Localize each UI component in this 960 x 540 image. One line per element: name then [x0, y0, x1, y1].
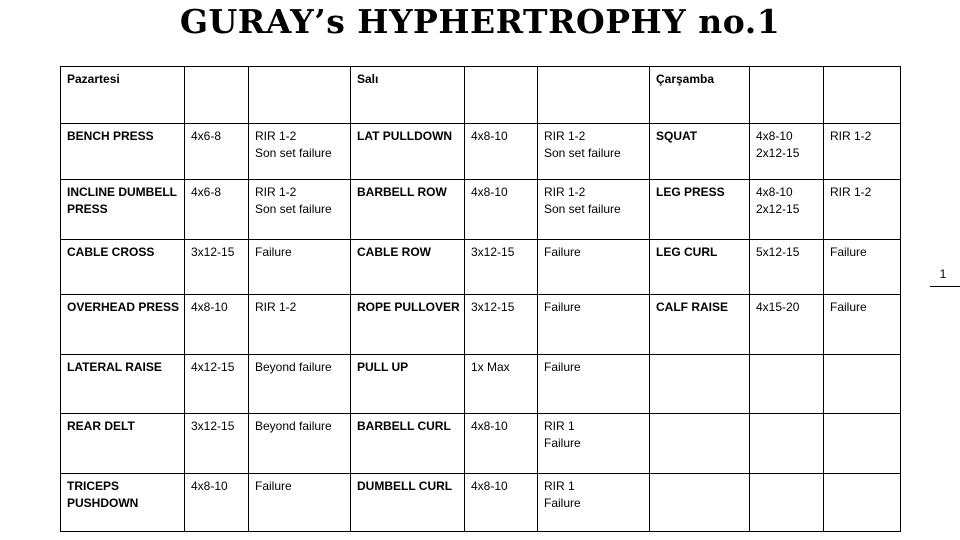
cell-text-line: PRESS — [67, 202, 108, 216]
day-header: Çarşamba — [650, 67, 750, 124]
sets-reps-cell — [750, 474, 824, 532]
table-row — [61, 295, 901, 355]
cell-text-line: 3x12-15 — [191, 419, 235, 433]
cell-text-line: 4x8-10 — [471, 419, 508, 433]
exercise-cell — [650, 240, 750, 295]
exercise-cell — [61, 474, 185, 532]
cell-text-line: RIR 1-2 — [544, 129, 586, 143]
intensity-cell — [249, 240, 351, 295]
cell-text-line: 4x6-8 — [191, 185, 222, 199]
cell-text-line: RIR 1 — [544, 419, 575, 433]
cell-text-line: BARBELL ROW — [357, 185, 447, 199]
cell-text-line: 2x12-15 — [756, 146, 800, 160]
cell-text-line: 3x12-15 — [471, 245, 515, 259]
cell-text-line: Failure — [544, 300, 581, 314]
exercise-cell — [61, 180, 185, 240]
cell-text-line: CALF RAISE — [656, 300, 728, 314]
exercise-cell — [351, 240, 465, 295]
sets-reps-cell — [465, 124, 538, 180]
cell-text-line: 4x8-10 — [471, 129, 508, 143]
intensity-cell — [824, 414, 901, 474]
sets-reps-cell — [185, 355, 249, 414]
cell-text-line: 2x12-15 — [756, 202, 800, 216]
intensity-cell — [538, 414, 650, 474]
sets-reps-cell — [185, 180, 249, 240]
cell-text-line: BENCH PRESS — [67, 129, 154, 143]
cell-text-line: Son set failure — [255, 202, 332, 216]
cell-text-line: RIR 1-2 — [830, 129, 872, 143]
exercise-cell — [650, 124, 750, 180]
exercise-cell — [61, 240, 185, 295]
cell-text-line: CABLE CROSS — [67, 245, 155, 259]
page-number: 1 — [939, 267, 947, 281]
exercise-cell — [61, 295, 185, 355]
cell-text-line: Failure — [544, 245, 581, 259]
sets-reps-cell — [465, 355, 538, 414]
cell-text-line: Failure — [830, 300, 867, 314]
exercise-cell — [351, 180, 465, 240]
sets-reps-cell — [465, 295, 538, 355]
intensity-cell — [249, 180, 351, 240]
empty-header-cell — [465, 67, 538, 124]
intensity-cell — [824, 295, 901, 355]
cell-text-line: Son set failure — [255, 146, 332, 160]
sets-reps-cell — [750, 240, 824, 295]
cell-text-line: REAR DELT — [67, 419, 135, 433]
cell-text-line: 4x8-10 — [756, 129, 793, 143]
cell-text-line: LEG CURL — [656, 245, 718, 259]
sets-reps-cell — [185, 414, 249, 474]
cell-text-line: Failure — [255, 245, 292, 259]
cell-text-line: DUMBELL CURL — [357, 479, 453, 493]
sets-reps-cell — [750, 180, 824, 240]
intensity-cell — [824, 240, 901, 295]
document-title: GURAY’s HYPHERTROPHY no.1 — [179, 2, 781, 41]
intensity-cell — [249, 295, 351, 355]
cell-text-line: LAT PULLDOWN — [357, 129, 453, 143]
cell-text-line: 3x12-15 — [191, 245, 235, 259]
intensity-cell — [249, 414, 351, 474]
table-row — [61, 414, 901, 474]
day-header: Pazartesi — [61, 67, 185, 124]
exercise-cell — [650, 474, 750, 532]
empty-header-cell — [824, 67, 901, 124]
cell-text-line: RIR 1-2 — [830, 185, 872, 199]
empty-header-cell — [185, 67, 249, 124]
cell-text-line: RIR 1-2 — [255, 185, 297, 199]
intensity-cell — [824, 124, 901, 180]
cell-text-line: CABLE ROW — [357, 245, 431, 259]
cell-text-line: INCLINE DUMBELL — [67, 185, 177, 199]
cell-text-line: LEG PRESS — [656, 185, 725, 199]
cell-text-line: Failure — [255, 479, 292, 493]
cell-text-line: Son set failure — [544, 202, 621, 216]
cell-text-line: 4x8-10 — [191, 300, 228, 314]
cell-text-line: Beyond failure — [255, 360, 332, 374]
cell-text-line: 4x6-8 — [191, 129, 222, 143]
cell-text-line: Beyond failure — [255, 419, 332, 433]
table-row — [61, 474, 901, 532]
table-row — [61, 180, 901, 240]
cell-text-line: 5x12-15 — [756, 245, 800, 259]
cell-text-line: TRICEPS — [67, 479, 120, 493]
exercise-cell — [351, 295, 465, 355]
intensity-cell — [249, 124, 351, 180]
cell-text-line: LATERAL RAISE — [67, 360, 162, 374]
intensity-cell — [249, 474, 351, 532]
exercise-cell — [351, 474, 465, 532]
cell-text-line: 4x15-20 — [756, 300, 800, 314]
cell-text-line: OVERHEAD PRESS — [67, 300, 180, 314]
sets-reps-cell — [185, 474, 249, 532]
day-header-row — [61, 67, 901, 124]
cell-text-line: 4x8-10 — [471, 479, 508, 493]
cell-text-line: 3x12-15 — [471, 300, 515, 314]
cell-text-line: ROPE PULLOVER — [357, 300, 460, 314]
exercise-cell — [650, 355, 750, 414]
exercise-cell — [61, 124, 185, 180]
cell-text-line: RIR 1-2 — [544, 185, 586, 199]
sets-reps-cell — [750, 414, 824, 474]
cell-text-line: 4x12-15 — [191, 360, 235, 374]
table-row — [61, 124, 901, 180]
intensity-cell — [824, 474, 901, 532]
empty-header-cell — [750, 67, 824, 124]
exercise-cell — [351, 355, 465, 414]
sets-reps-cell — [465, 474, 538, 532]
sets-reps-cell — [750, 295, 824, 355]
exercise-cell — [351, 414, 465, 474]
exercise-cell — [650, 295, 750, 355]
workout-schedule-table — [60, 66, 901, 532]
intensity-cell — [538, 124, 650, 180]
cell-text-line: Failure — [544, 436, 581, 450]
cell-text-line: Son set failure — [544, 146, 621, 160]
empty-header-cell — [249, 67, 351, 124]
cell-text-line: SQUAT — [656, 129, 698, 143]
intensity-cell — [538, 180, 650, 240]
cell-text-line: 4x8-10 — [471, 185, 508, 199]
sets-reps-cell — [185, 124, 249, 180]
intensity-cell — [538, 240, 650, 295]
intensity-cell — [249, 355, 351, 414]
exercise-cell — [650, 180, 750, 240]
intensity-cell — [538, 355, 650, 414]
sets-reps-cell — [465, 240, 538, 295]
intensity-cell — [538, 474, 650, 532]
exercise-cell — [650, 414, 750, 474]
day-header: Salı — [351, 67, 465, 124]
sets-reps-cell — [465, 180, 538, 240]
empty-header-cell — [538, 67, 650, 124]
page-number-rule — [930, 286, 960, 287]
cell-text-line: 1x Max — [471, 360, 510, 374]
cell-text-line: Failure — [830, 245, 867, 259]
cell-text-line: 4x8-10 — [756, 185, 793, 199]
cell-text-line: 4x8-10 — [191, 479, 228, 493]
intensity-cell — [824, 180, 901, 240]
cell-text-line: Failure — [544, 496, 581, 510]
exercise-cell — [351, 124, 465, 180]
cell-text-line: PULL UP — [357, 360, 409, 374]
cell-text-line: BARBELL CURL — [357, 419, 451, 433]
cell-text-line: RIR 1-2 — [255, 129, 297, 143]
table-row — [61, 355, 901, 414]
exercise-cell — [61, 355, 185, 414]
cell-text-line: RIR 1 — [544, 479, 575, 493]
sets-reps-cell — [185, 295, 249, 355]
cell-text-line: PUSHDOWN — [67, 496, 139, 510]
sets-reps-cell — [750, 124, 824, 180]
sets-reps-cell — [185, 240, 249, 295]
sets-reps-cell — [465, 414, 538, 474]
cell-text-line: RIR 1-2 — [255, 300, 297, 314]
table-row — [61, 240, 901, 295]
cell-text-line: Failure — [544, 360, 581, 374]
intensity-cell — [824, 355, 901, 414]
exercise-cell — [61, 414, 185, 474]
intensity-cell — [538, 295, 650, 355]
sets-reps-cell — [750, 355, 824, 414]
